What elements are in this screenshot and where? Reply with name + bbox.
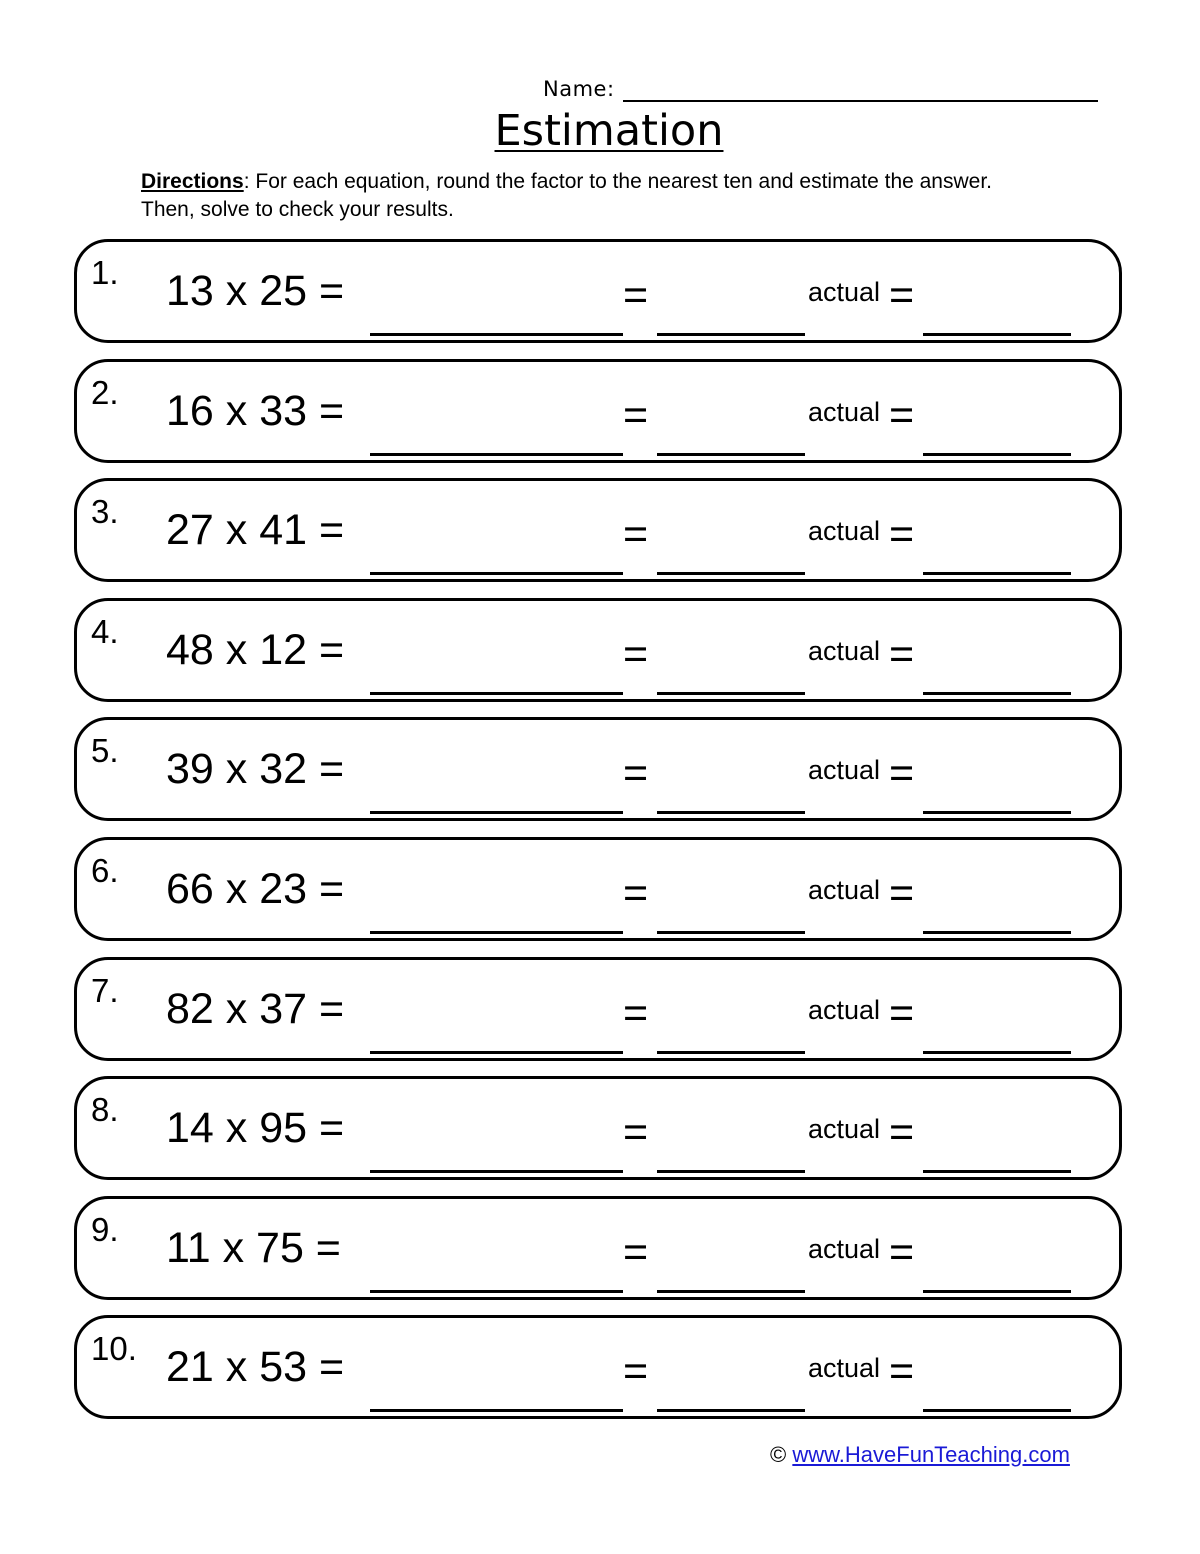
actual-answer-blank[interactable]	[923, 333, 1071, 336]
estimate-equals-sign: =	[623, 1108, 649, 1156]
estimate-equals-sign: =	[623, 989, 649, 1037]
problem-box	[74, 359, 1122, 463]
problem-number: 7.	[91, 972, 119, 1009]
problem-box	[74, 837, 1122, 941]
directions-text: : For each equation, round the factor to the nearest ten and estimate the answer. Then, solve to check your results.	[141, 170, 993, 221]
estimate-answer-blank[interactable]	[657, 1051, 805, 1054]
problem-box	[74, 239, 1122, 343]
estimate-equals-sign: =	[623, 391, 649, 439]
website-link[interactable]: www.HaveFunTeaching.com	[792, 1442, 1070, 1467]
actual-label: actual	[808, 875, 881, 905]
problem-box	[74, 1196, 1122, 1300]
actual-equals-sign: =	[889, 749, 915, 797]
problem-equation: 39 x 32 =	[166, 745, 345, 793]
estimate-answer-blank[interactable]	[657, 1170, 805, 1173]
actual-label: actual	[808, 1234, 881, 1264]
actual-equals-sign: =	[889, 630, 915, 678]
problem-number: 1.	[91, 254, 119, 291]
estimate-answer-blank[interactable]	[657, 1290, 805, 1293]
directions-label: Directions	[141, 170, 244, 193]
problem-number: 2.	[91, 374, 119, 411]
estimate-answer-blank[interactable]	[657, 453, 805, 456]
actual-equals-sign: =	[889, 1228, 915, 1276]
estimate-equals-sign: =	[623, 749, 649, 797]
name-label: Name:	[543, 77, 615, 101]
rounded-equation-blank[interactable]	[370, 453, 623, 456]
actual-label: actual	[808, 755, 881, 785]
problem-box	[74, 1076, 1122, 1180]
actual-answer-blank[interactable]	[923, 1051, 1071, 1054]
estimate-answer-blank[interactable]	[657, 811, 805, 814]
actual-equals-sign: =	[889, 1108, 915, 1156]
estimate-equals-sign: =	[623, 271, 649, 319]
problem-number: 10.	[91, 1330, 137, 1367]
problem-number: 8.	[91, 1091, 119, 1128]
actual-answer-blank[interactable]	[923, 811, 1071, 814]
name-field-row	[543, 70, 1098, 102]
actual-answer-blank[interactable]	[923, 692, 1071, 695]
actual-label: actual	[808, 277, 881, 307]
problem-number: 5.	[91, 732, 119, 769]
rounded-equation-blank[interactable]	[370, 1170, 623, 1173]
problem-equation: 21 x 53 =	[166, 1343, 345, 1391]
rounded-equation-blank[interactable]	[370, 1290, 623, 1293]
actual-equals-sign: =	[889, 271, 915, 319]
problem-number: 3.	[91, 493, 119, 530]
actual-answer-blank[interactable]	[923, 1290, 1071, 1293]
directions	[141, 168, 1041, 224]
actual-equals-sign: =	[889, 391, 915, 439]
actual-equals-sign: =	[889, 989, 915, 1037]
actual-answer-blank[interactable]	[923, 1409, 1071, 1412]
estimate-equals-sign: =	[623, 630, 649, 678]
estimate-answer-blank[interactable]	[657, 333, 805, 336]
rounded-equation-blank[interactable]	[370, 572, 623, 575]
problem-equation: 11 x 75 =	[166, 1224, 341, 1272]
page-title: Estimation	[494, 106, 724, 156]
problem-equation: 14 x 95 =	[166, 1104, 345, 1152]
estimate-equals-sign: =	[623, 1228, 649, 1276]
problem-number: 9.	[91, 1211, 119, 1248]
actual-label: actual	[808, 397, 881, 427]
problem-box	[74, 717, 1122, 821]
rounded-equation-blank[interactable]	[370, 333, 623, 336]
rounded-equation-blank[interactable]	[370, 692, 623, 695]
rounded-equation-blank[interactable]	[370, 811, 623, 814]
estimate-answer-blank[interactable]	[657, 692, 805, 695]
actual-label: actual	[808, 1353, 881, 1383]
estimate-answer-blank[interactable]	[657, 572, 805, 575]
actual-equals-sign: =	[889, 1347, 915, 1395]
actual-answer-blank[interactable]	[923, 572, 1071, 575]
copyright-symbol: ©	[770, 1442, 787, 1467]
problem-equation: 27 x 41 =	[166, 506, 345, 554]
actual-answer-blank[interactable]	[923, 453, 1071, 456]
actual-label: actual	[808, 1114, 881, 1144]
estimate-equals-sign: =	[623, 869, 649, 917]
problem-box	[74, 598, 1122, 702]
name-blank-line[interactable]	[623, 76, 1098, 102]
actual-answer-blank[interactable]	[923, 931, 1071, 934]
actual-equals-sign: =	[889, 510, 915, 558]
rounded-equation-blank[interactable]	[370, 1409, 623, 1412]
problem-number: 6.	[91, 852, 119, 889]
problem-number: 4.	[91, 613, 119, 650]
problem-equation: 48 x 12 =	[166, 626, 345, 674]
actual-label: actual	[808, 636, 881, 666]
problem-box	[74, 1315, 1122, 1419]
problem-equation: 13 x 25 =	[166, 267, 345, 315]
estimate-answer-blank[interactable]	[657, 1409, 805, 1412]
rounded-equation-blank[interactable]	[370, 1051, 623, 1054]
rounded-equation-blank[interactable]	[370, 931, 623, 934]
estimate-equals-sign: =	[623, 510, 649, 558]
actual-answer-blank[interactable]	[923, 1170, 1071, 1173]
problem-equation: 82 x 37 =	[166, 985, 345, 1033]
estimate-answer-blank[interactable]	[657, 931, 805, 934]
problem-box	[74, 478, 1122, 582]
problem-box	[74, 957, 1122, 1061]
estimate-equals-sign: =	[623, 1347, 649, 1395]
actual-equals-sign: =	[889, 869, 915, 917]
problem-equation: 66 x 23 =	[166, 865, 345, 913]
actual-label: actual	[808, 995, 881, 1025]
footer	[770, 1440, 1070, 1470]
actual-label: actual	[808, 516, 881, 546]
problem-equation: 16 x 33 =	[166, 387, 345, 435]
